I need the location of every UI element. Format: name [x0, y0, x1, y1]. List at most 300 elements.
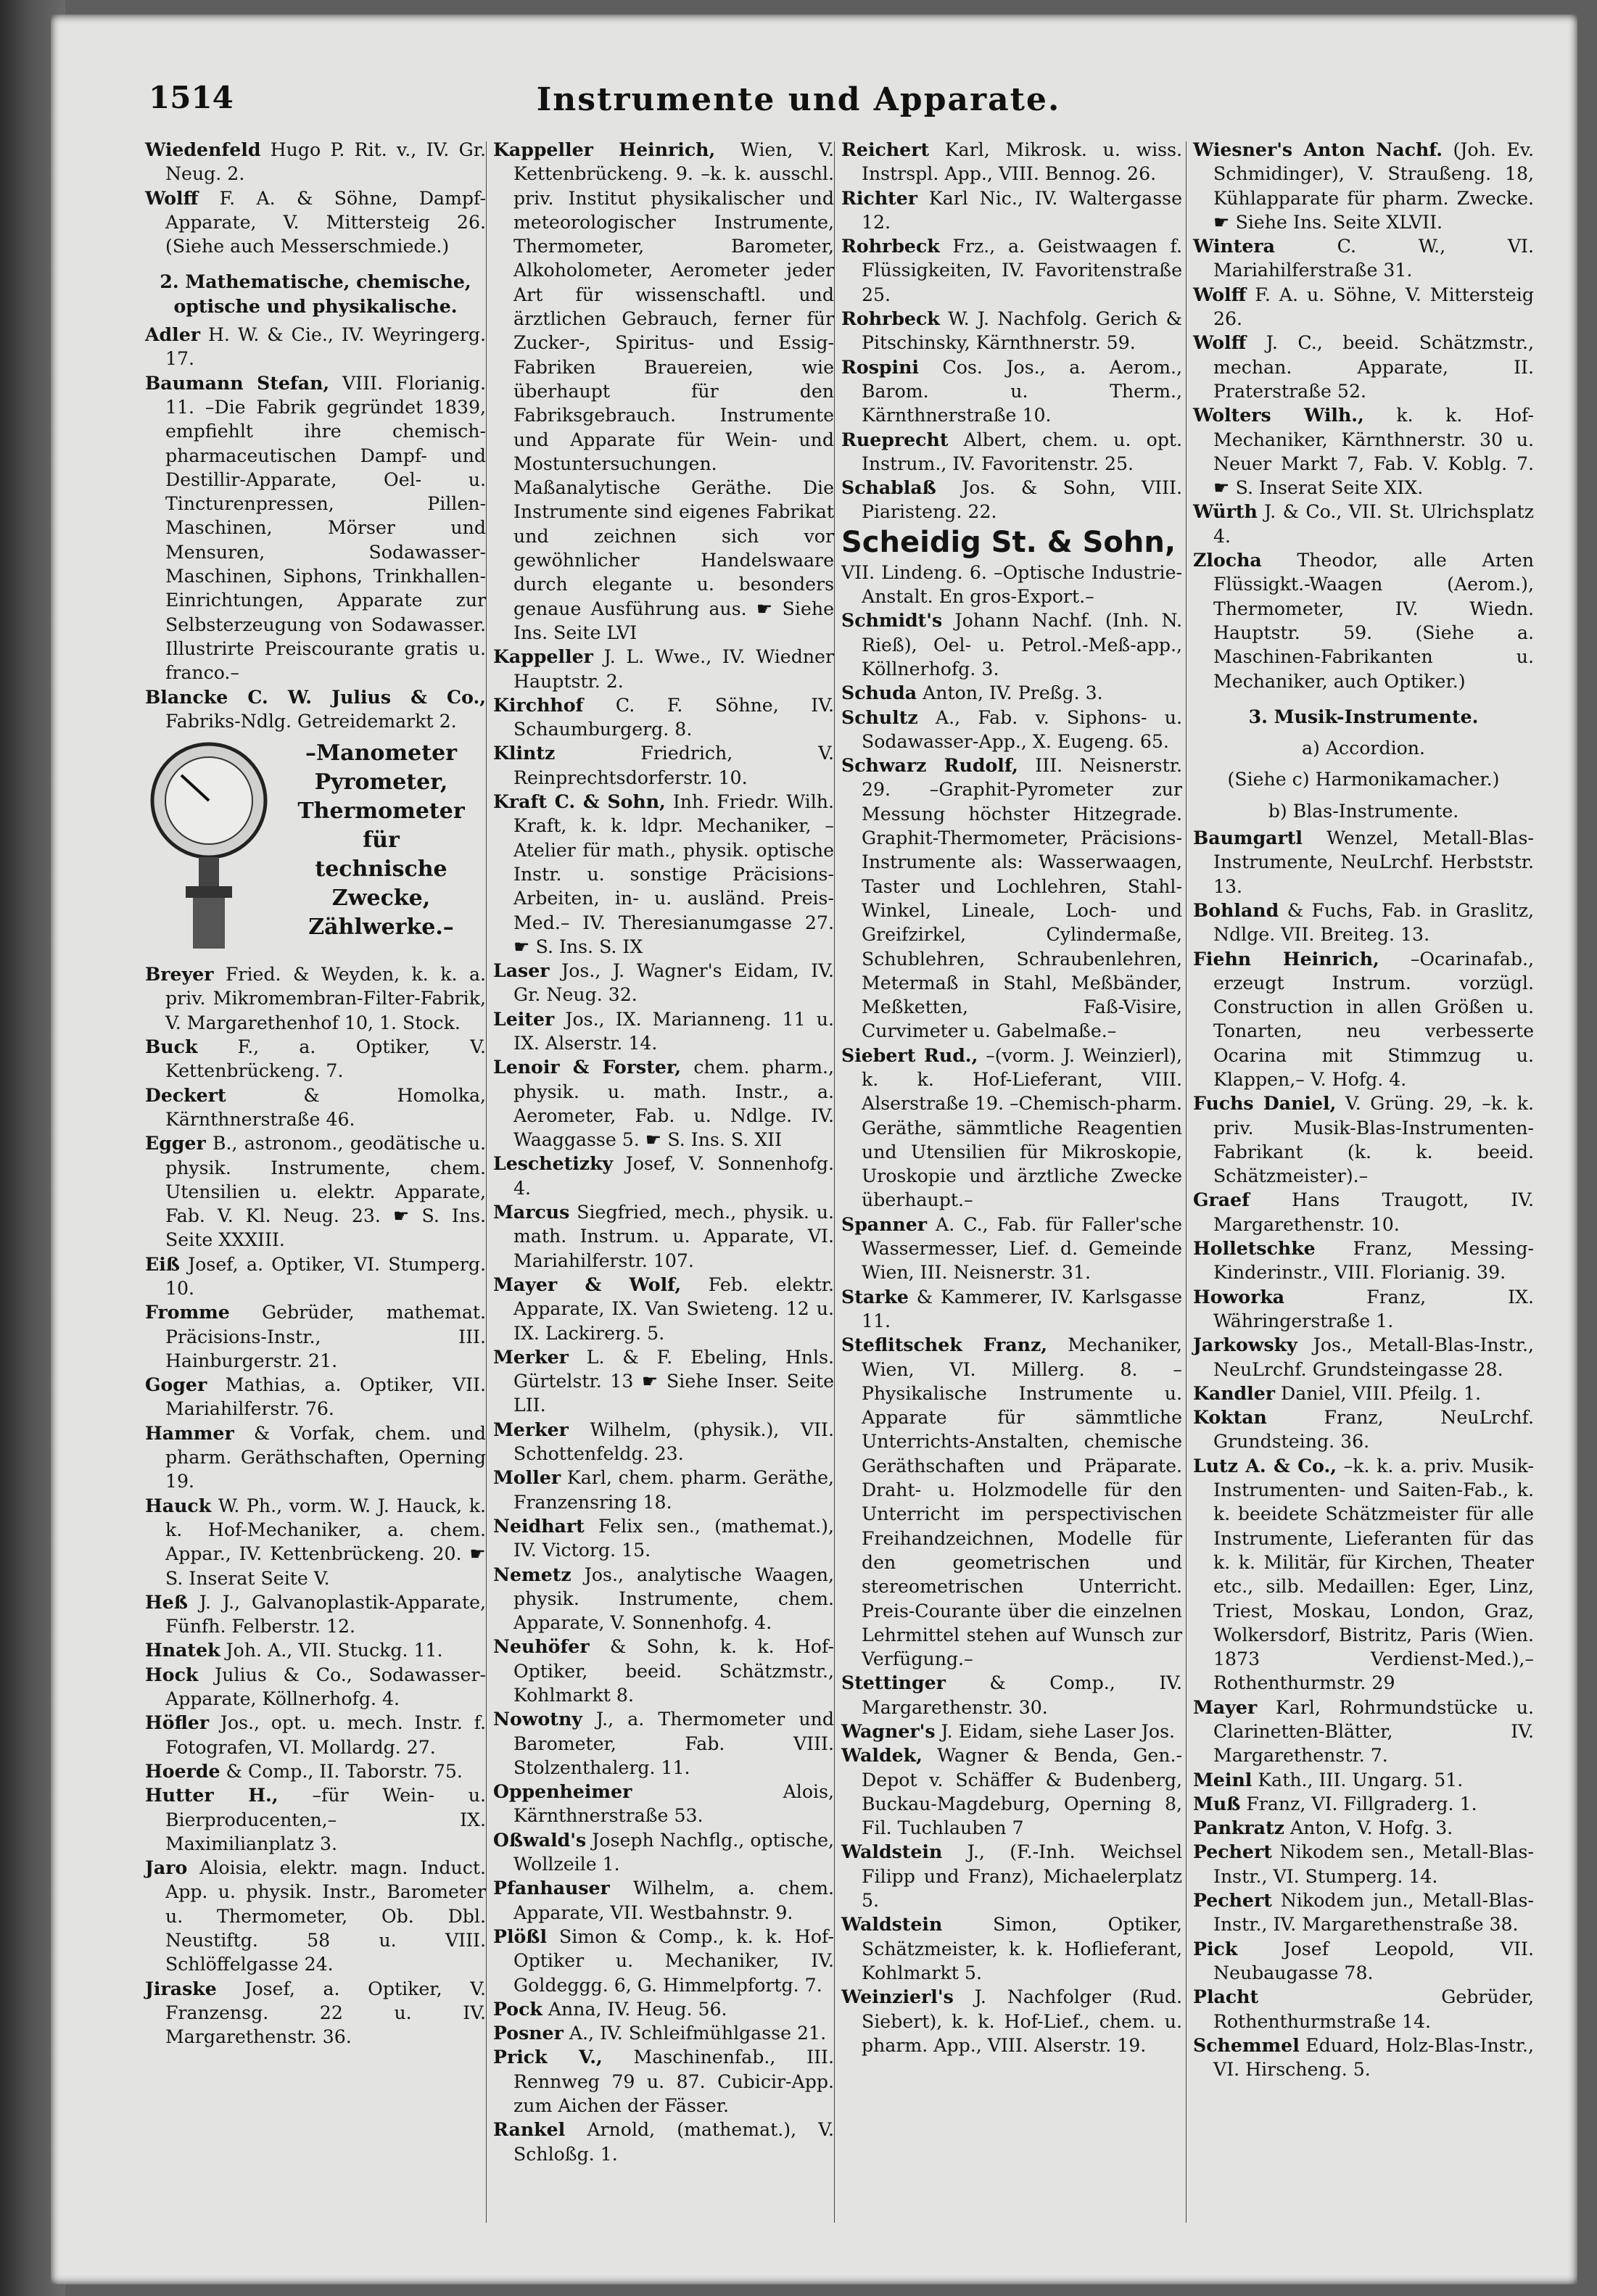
entry-details: A. C., Fab. für Faller'sche Wassermesser, Lief. d. Gemeinde Wien, III. Neisnerstr. 31.	[862, 1213, 1182, 1284]
entry-details: F. A. u. Söhne, V. Mittersteig 26.	[1213, 284, 1534, 330]
entry-details: J. Nachfolger (Rud. Siebert), k. k. Hof-Lief., chem. u. pharm. App., VIII. Alserstr. 19.	[862, 1986, 1182, 2056]
entry-name: Hutter H.,	[145, 1784, 278, 1806]
directory-entry	[841, 1671, 1182, 1719]
manometer-advertisement	[145, 739, 486, 957]
directory-entry	[145, 1759, 486, 1783]
directory-entry	[1193, 1382, 1534, 1405]
entry-name: Pick	[1193, 1937, 1238, 1960]
entry-name: Hoerde	[145, 1759, 220, 1782]
directory-entry	[145, 1711, 486, 1759]
column-2	[493, 138, 834, 2166]
entry-name: Hock	[145, 1663, 199, 1685]
directory-entry	[493, 1200, 834, 1273]
directory-entry	[145, 1083, 486, 1132]
section-heading: 3. Musik-Instrumente.	[1248, 705, 1479, 727]
entry-details: Hugo P. Rit. v., IV. Gr. Neug. 2.	[165, 139, 486, 185]
entry-name: Rospini	[841, 355, 919, 378]
entry-name: Leiter	[493, 1007, 555, 1030]
entry-name: Wiesner's Anton Nachf.	[1193, 139, 1443, 160]
entry-details: Frz., a. Geistwaagen f. Flüssigkeiten, IV. Favoritenstraße 25.	[862, 236, 1182, 305]
entry-details: Wilhelm, a. chem. Apparate, VII. Westbahnstr. 9.	[513, 1878, 834, 1923]
directory-entry	[493, 1007, 834, 1056]
directory-entry	[493, 1345, 834, 1418]
entry-details: VIII. Florianig. 11. –Die Fabrik gegründet 1839, empfiehlt ihre chemisch-pharmaceutischen Dampf- und Destillir-Apparate, Oel- u. Tincturenpressen, Pillen-Maschinen, Mörser und Mensuren, Sodawasser-Maschinen, Siphons, Trinkhallen-Einrichtungen, Apparate zur Selbsterzeugung von Sodawasser. Illustrirte Preiscourante gratis u. franco.–	[165, 372, 486, 684]
entry-details: J. & Co., VII. St. Ulrichsplatz 4.	[1213, 501, 1534, 547]
entry-details: Nikodem jun., Metall-Blas-Instr., IV. Margarethenstraße 38.	[1213, 1890, 1534, 1936]
entry-details: Inh. Friedr. Wilh. Kraft, k. k. ldpr. Mechaniker, –Atelier für math., physik. optische Instr. u. sonstige Präcisions-Arbeiten, in- u. ausländ. Preis-Med.– IV. Theresianumgasse 27. ☛ S. Ins. S. IX	[513, 791, 834, 957]
advertisement-line: Pyrometer,	[314, 769, 448, 796]
column-3	[841, 138, 1182, 2057]
directory-entry	[1193, 1888, 1534, 1937]
entry-name: Wolff	[1193, 331, 1247, 354]
entry-name: Prick V.,	[493, 2046, 603, 2068]
entry-name: Starke	[841, 1285, 909, 1308]
directory-entry	[841, 186, 1182, 235]
entry-details: Nikodem sen., Metall-Blas-Instr., VI. Stumperg. 14.	[1213, 1841, 1534, 1887]
entry-details: –k. k. a. priv. Musik-Instrumenten- und Saiten-Fab., k. k. beeidete Schätzmeister für alle Instrumente, Lieferanten für das k. k. Militär, für Kirchen, Theater etc., silb. Medaillen: Eger, Linz, Triest, Moskau, London, Graz, Wolkersdorf, Bistritz, Paris (Wien. 1873 Verdienst-Med.),– Rothenthurmstr. 29	[1213, 1455, 1534, 1694]
directory-entry	[145, 1252, 486, 1301]
entry-name: Bohland	[1193, 899, 1279, 921]
directory-entry	[1193, 283, 1534, 331]
entry-details: Eduard, Holz-Blas-Instr., VI. Hirscheng. 5.	[1213, 2034, 1534, 2081]
entry-details: & Homolka, Kärnthnerstraße 46.	[165, 1084, 486, 1130]
entry-details: Mechaniker, Wien, VI. Millerg. 8. –Physikalische Instrumente u. Apparate für sämmtliche Unterrichts-Anstalten, chemische Geräthschaften und Präparate. Draht- u. Holzmodelle für den Unterricht im perspectivischen Freihandzeichnen, Modelle für den geometrischen und stereometrischen Unterricht. Preis-Courante über die einzelnen Lehrmittel stehen auf Wunsch zur Verfügung.–	[862, 1334, 1182, 1670]
entry-name: Fromme	[145, 1301, 230, 1323]
entry-name: Neuhöfer	[493, 1635, 590, 1658]
directory-entry	[841, 1743, 1182, 1840]
entry-details: A., IV. Schleifmühlgasse 21.	[563, 2023, 827, 2044]
entry-name: Marcus	[493, 1201, 570, 1223]
entry-details: J., (F.-Inh. Weichsel Filipp und Franz), Michaelerplatz 5.	[862, 1841, 1182, 1912]
entry-details: Jos., Metall-Blas-Instr., NeuLrchf. Grundsteingasse 28.	[1213, 1334, 1534, 1380]
directory-entry	[493, 1563, 834, 1635]
directory-entry	[841, 428, 1182, 476]
entry-details: Franz, IX. Währingerstraße 1.	[1213, 1286, 1534, 1331]
directory-entry	[145, 1977, 486, 2049]
directory-entry	[493, 2045, 834, 2118]
directory-entry	[493, 790, 834, 959]
directory-entry	[841, 1213, 1182, 1285]
entry-details: & Sohn, k. k. Hof-Optiker, beeid. Schätzmstr., Kohlmarkt 8.	[513, 1636, 834, 1706]
entry-details: k. k. Hof-Mechaniker, Kärnthnerstr. 30 u. Neuer Markt 7, Fab. V. Koblg. 7. ☛ S. Inserat Seite XIX.	[1213, 405, 1534, 499]
directory-entry	[841, 1285, 1182, 1334]
entry-name: Schwarz Rudolf,	[841, 754, 1018, 777]
directory-entry	[1193, 234, 1534, 283]
directory-entry	[145, 1300, 486, 1373]
entry-name: Klintz	[493, 742, 556, 764]
directory-entry	[1193, 1792, 1534, 1816]
entry-name: Deckert	[145, 1083, 226, 1106]
display-advertisement-name: Scheidig St. & Sohn,	[841, 525, 1176, 559]
entry-details: J. C., beeid. Schätzmstr., mechan. Apparate, II. Praterstraße 52.	[1213, 332, 1534, 402]
entry-details: Theodor, alle Arten Flüssigkt.-Waagen (Aerom.), Thermometer, IV. Wiedn. Hauptstr. 59. (Siehe a. Maschinen-Fabrikanten u. Mechaniker, auch Optiker.)	[1213, 550, 1534, 692]
entry-name: Fuchs Daniel,	[1193, 1092, 1337, 1115]
directory-entry	[841, 681, 1182, 705]
directory-entry	[145, 371, 486, 685]
page-title: Instrumente und Apparate.	[536, 81, 1061, 118]
entry-name: Kappeller Heinrich,	[493, 139, 716, 160]
entry-details: & Comp., II. Taborstr. 75.	[220, 1760, 463, 1782]
entry-details: Josef Leopold, VII. Neubaugasse 78.	[1213, 1938, 1534, 1983]
entry-name: Heß	[145, 1590, 188, 1613]
entry-name: Nowotny	[493, 1708, 582, 1730]
entry-details: Johann Nachf. (Inh. N. Rieß), Oel- u. Petrol.-Meß-app., Köllnerhofg. 3.	[862, 610, 1182, 680]
subsection-heading: b) Blas-Instrumente.	[1268, 800, 1459, 822]
entry-details: J., a. Thermometer und Barometer, Fab. VIII. Stolzenthalerg. 11.	[513, 1709, 834, 1778]
entry-details: Wenzel, Metall-Blas-Instrumente, NeuLrchf. Herbststr. 13.	[1213, 827, 1534, 897]
directory-entry	[1193, 548, 1534, 693]
section-heading: 2. Mathematische, chemische, optische und physikalische.	[160, 271, 471, 317]
entry-name: Oppenheimer	[493, 1780, 632, 1803]
entry-name: Höfler	[145, 1711, 210, 1734]
entry-name: Blancke C. W. Julius & Co.,	[145, 685, 486, 708]
directory-entry	[1193, 1816, 1534, 1840]
entry-details: Fried. & Weyden, k. k. a. priv. Mikromembran-Filter-Fabrik, V. Margarethenhof 10, 1. Stock.	[165, 964, 486, 1033]
entry-details: Albert, chem. u. opt. Instrum., IV. Favoritenstr. 25.	[862, 429, 1182, 474]
column-divider	[486, 141, 487, 2223]
entry-details: & Vorfak, chem. und pharm. Geräthschaften, Operning 19.	[165, 1422, 486, 1492]
entry-details: Jos., analytische Waagen, physik. Instrumente, chem. Apparate, V. Sonnenhofg. 4.	[513, 1564, 834, 1634]
directory-entry	[1193, 1985, 1534, 2033]
directory-entry	[841, 1985, 1182, 2057]
directory-entry	[841, 561, 1182, 609]
directory-entry	[1193, 403, 1534, 500]
entry-details: Wilhelm, (physik.), VII. Schottenfeldg. 23.	[513, 1419, 834, 1465]
entry-name: Buck	[145, 1036, 198, 1058]
entry-details: Kath., III. Ungarg. 51.	[1252, 1769, 1464, 1791]
directory-entry	[145, 1856, 486, 1976]
entry-name: Steflitschek Franz,	[841, 1334, 1048, 1356]
entry-details: Wagner & Benda, Gen.-Depot v. Schäffer & Budenberg, Buckau-Magdeburg, Operning 8, Fil. Tuchlauben 7	[862, 1745, 1182, 1839]
entry-name: Eiß	[145, 1252, 180, 1275]
entry-name: Muß	[1193, 1792, 1241, 1814]
directory-entry	[1193, 331, 1534, 403]
entry-details: L. & F. Ebeling, Hnls. Gürtelstr. 13 ☛ Siehe Inser. Seite LII.	[513, 1346, 834, 1416]
directory-entry	[493, 1828, 834, 1877]
entry-details: chem. pharm., physik. u. math. Instr., a. Aerometer, Fab. u. Ndlge. IV. Waaggasse 5. ☛ S. Ins. S. XII	[513, 1057, 834, 1151]
entry-name: Jarkowsky	[1193, 1334, 1297, 1356]
directory-entry	[841, 234, 1182, 307]
entry-name: Wintera	[1193, 235, 1275, 257]
entry-details: Simon & Comp., k. k. Hof-Optiker u. Mechaniker, IV. Goldeggg. 6, G. Himmelpfortg. 7.	[513, 1925, 834, 1996]
entry-details: Jos. & Sohn, VIII. Piaristeng. 22.	[862, 477, 1182, 523]
entry-name: Wolters Wilh.,	[1193, 404, 1364, 426]
directory-entry	[1193, 1405, 1534, 1454]
directory-entry	[841, 753, 1182, 1044]
entry-details: Gebrüder, Rothenthurmstraße 14.	[1213, 1986, 1534, 2032]
directory-entry	[493, 1780, 834, 1828]
entry-details: W. J. Nachfolg. Gerich & Pitschinsky, Kärnthnerstr. 59.	[862, 308, 1182, 354]
entry-name: Baumann Stefan,	[145, 371, 330, 394]
entry-details: & Comp., IV. Margarethenstr. 30.	[862, 1672, 1182, 1718]
entry-details: J. L. Wwe., IV. Wiedner Hauptstr. 2.	[513, 646, 834, 692]
entry-details: Alois, Kärnthnerstraße 53.	[513, 1781, 834, 1827]
directory-entry	[493, 1273, 834, 1345]
entry-name: Meinl	[1193, 1768, 1253, 1791]
entry-details: B., astronom., geodätische u. physik. Instrumente, chem. Utensilien u. elektr. Apparate, Fab. V. Kl. Neug. 23. ☛ S. Ins. Seite XXXIII.	[165, 1133, 486, 1251]
entry-name: Pechert	[1193, 1841, 1272, 1863]
entry-details: Anna, IV. Heug. 56.	[542, 1998, 727, 2020]
directory-entry	[1193, 1937, 1534, 1986]
directory-entry	[493, 693, 834, 742]
entry-name: Merker	[493, 1345, 569, 1368]
entry-details: Aloisia, elektr. magn. Induct. App. u. physik. Instr., Barometer u. Thermometer, Ob. Dbl. Neustiftg. 58 u. VIII. Schlöffelgasse 24.	[165, 1857, 486, 1975]
column-divider	[834, 141, 835, 2223]
entry-name: Waldstein	[841, 1841, 943, 1863]
entry-name: Richter	[841, 186, 918, 209]
entry-details: & Kammerer, IV. Karlsgasse 11.	[862, 1286, 1182, 1331]
entry-details: Feb. elektr. Apparate, IX. Van Swieteng. 12 u. IX. Lackirerg. 5.	[513, 1273, 834, 1344]
directory-entry	[1193, 1696, 1534, 1768]
directory-entry	[1193, 1454, 1534, 1696]
directory-entry	[841, 706, 1182, 754]
entry-name: Fiehn Heinrich,	[1193, 947, 1379, 970]
entry-details: Jos., IX. Marianneng. 11 u. IX. Alserstr. 14.	[513, 1008, 834, 1054]
entry-details: Josef, a. Optiker, V. Franzensg. 22 u. IV. Margarethenstr. 36.	[165, 1978, 486, 2048]
entry-name: Goger	[145, 1374, 207, 1396]
entry-name: Rohrbeck	[841, 307, 940, 330]
directory-entry	[145, 138, 486, 186]
entry-name: Rankel	[493, 2118, 566, 2141]
directory-entry	[1193, 2033, 1534, 2082]
entry-details: Hans Traugott, IV. Margarethenstr. 10.	[1213, 1189, 1534, 1235]
column-divider	[1186, 141, 1187, 2223]
entry-details: Franz, Messing-Kinderinstr., VIII. Florianig. 39.	[1213, 1238, 1534, 1284]
advertisement-line: –Manometer	[305, 740, 458, 767]
entry-name: Egger	[145, 1132, 206, 1155]
directory-entry	[1193, 1840, 1534, 1888]
directory-entry	[145, 186, 486, 259]
entry-name: Wagner's	[841, 1720, 936, 1742]
entry-details: F. A. & Söhne, Dampf-Apparate, V. Mittersteig 26. (Siehe auch Messerschmiede.)	[165, 187, 486, 257]
directory-entry	[841, 1333, 1182, 1671]
directory-entry	[145, 1590, 486, 1639]
entry-name: Waldek,	[841, 1744, 923, 1767]
entry-details: Josef, a. Optiker, VI. Stumperg. 10.	[165, 1253, 486, 1299]
entry-details: –für Wein- u. Bierproducenten,– IX. Maximilianplatz 3.	[165, 1785, 487, 1854]
entry-name: Rueprecht	[841, 428, 949, 450]
directory-entry	[493, 741, 834, 790]
directory-entry	[841, 608, 1182, 681]
directory-entry	[493, 959, 834, 1007]
entry-details: Anton, IV. Preßg. 3.	[917, 682, 1103, 704]
directory-entry	[1193, 500, 1534, 548]
entry-details: Gebrüder, mathemat. Präcisions-Instr., III. Hainburgerstr. 21.	[165, 1302, 486, 1371]
directory-entry	[145, 323, 486, 371]
entry-details: & Fuchs, Fab. in Graslitz, Ndlge. VII. Breiteg. 13.	[1213, 899, 1534, 946]
entry-details: Franz, NeuLrchf. Grundsteing. 36.	[1213, 1407, 1534, 1453]
entry-name: Kappeller	[493, 645, 593, 668]
directory-entry	[841, 476, 1182, 524]
directory-entry	[145, 1663, 486, 1711]
directory-entry	[841, 1044, 1183, 1213]
column-1	[145, 138, 486, 2049]
entry-name: Adler	[145, 323, 201, 346]
advertisement-line: Thermometer	[297, 798, 465, 825]
entry-details: Simon, Optiker, Schätzmeister, k. k. Hoflieferant, Kohlmarkt 5.	[862, 1914, 1182, 1983]
entry-name: Pock	[493, 1997, 542, 2020]
entry-name: Hammer	[145, 1421, 234, 1444]
entry-details: Karl, Rohrmundstücke u. Clarinetten-Blätter, IV. Margarethenstr. 7.	[1213, 1696, 1534, 1767]
entry-details: A., Fab. v. Siphons- u. Sodawasser-App., X. Eugeng. 65.	[862, 706, 1182, 752]
entry-name: Schuda	[841, 682, 917, 704]
advertisement-line: Zwecke,	[331, 885, 431, 912]
entry-name: Neidhart	[493, 1514, 585, 1537]
directory-entry	[841, 355, 1182, 428]
directory-entry	[1193, 1188, 1534, 1236]
directory-entry	[493, 1707, 834, 1780]
entry-details: Franz, VI. Fillgraderg. 1.	[1240, 1793, 1477, 1814]
entry-name: Laser	[493, 959, 550, 982]
entry-name: Mayer	[1193, 1696, 1258, 1718]
directory-entry	[493, 1876, 834, 1925]
entry-details: J. J., Galvanoplastik-Apparate, Fünfh. Felberstr. 12.	[165, 1591, 486, 1638]
entry-details: Jos., opt. u. mech. Instr. f. Fotografen, VI. Mollardg. 27.	[165, 1712, 486, 1758]
entry-details: V. Grüng. 29, –k. k. priv. Musik-Blas-Instrumenten-Fabrikant (k. k. beeid. Schätzmeister).–	[1213, 1093, 1534, 1187]
directory-entry	[493, 1997, 834, 2021]
entry-details: Daniel, VIII. Pfeilg. 1.	[1275, 1382, 1481, 1404]
directory-entry	[493, 1418, 834, 1466]
advertisement-line: technische	[315, 856, 447, 883]
entry-name: Kandler	[1193, 1382, 1275, 1404]
directory-entry	[1193, 947, 1534, 1092]
directory-entry	[493, 1152, 834, 1200]
directory-entry	[145, 1494, 486, 1590]
directory-entry	[1193, 1333, 1534, 1382]
entry-name: Weinzierl's	[841, 1986, 954, 2008]
directory-entry	[1193, 1285, 1534, 1334]
entry-name: Jiraske	[145, 1977, 217, 1999]
entry-name: Schmidt's	[841, 609, 943, 632]
entry-name: Koktan	[1193, 1406, 1267, 1429]
entry-name: Pechert	[1193, 1889, 1272, 1912]
advertisement-line: für	[363, 827, 400, 854]
directory-entry	[145, 1783, 487, 1856]
directory-entry	[145, 1035, 486, 1083]
entry-name: Breyer	[145, 963, 214, 986]
entry-name: Graef	[1193, 1189, 1250, 1211]
advertisement-line: Zählwerke.–	[308, 914, 454, 941]
entry-details: C. W., VI. Mariahilferstraße 31.	[1213, 236, 1534, 281]
directory-entry	[493, 1055, 834, 1152]
entry-details: Karl Nic., IV. Waltergasse 12.	[862, 187, 1182, 233]
entry-name: Merker	[493, 1418, 569, 1440]
entry-name: Lutz A. & Co.,	[1193, 1454, 1337, 1477]
entry-name: Reichert	[841, 139, 930, 160]
entry-name: Wiedenfeld	[145, 139, 261, 160]
directory-entry	[1193, 1768, 1534, 1792]
entry-name: Stettinger	[841, 1672, 946, 1694]
entry-name: Kraft C. & Sohn,	[493, 790, 666, 813]
entry-name: Posner	[493, 2022, 564, 2044]
entry-details: Felix sen., (mathemat.), IV. Victorg. 15.	[513, 1515, 834, 1561]
entry-name: Holletschke	[1193, 1237, 1316, 1260]
directory-entry	[145, 1131, 486, 1252]
entry-details: F., a. Optiker, V. Kettenbrückeng. 7.	[165, 1036, 486, 1082]
entry-details: Maschinenfab., III. Rennweg 79 u. 87. Cubicir-App. zum Aichen der Fässer.	[513, 2047, 834, 2117]
directory-entry	[841, 307, 1182, 355]
entry-details: Anton, V. Hofg. 3.	[1284, 1817, 1453, 1839]
entry-details: Friedrich, V. Reinprechtsdorferstr. 10.	[513, 743, 834, 788]
entry-name: Moller	[493, 1466, 561, 1489]
entry-details: Julius & Co., Sodawasser-Apparate, Köllnerhofg. 4.	[165, 1664, 486, 1710]
entry-name: Leschetizky	[493, 1152, 614, 1175]
directory-entry	[493, 1514, 834, 1563]
entry-name: Schablaß	[841, 476, 936, 499]
page-number: 1514	[149, 80, 234, 115]
directory-entry	[1193, 138, 1534, 234]
entry-name: Würth	[1193, 500, 1258, 523]
directory-entry	[493, 1635, 834, 1707]
directory-entry	[145, 1373, 486, 1421]
entry-name: Lenoir & Forster,	[493, 1056, 682, 1078]
entry-details: –Ocarinafab., erzeugt Instrum. vorzügl. Construction in allen Größen u. Tonarten, neu verbesserte Ocarina mit Stimmzug u. Klappen,– V. Hofg. 4.	[1213, 948, 1534, 1090]
entry-details: Joseph Nachflg., optische, Wollzeile 1.	[513, 1829, 834, 1875]
entry-name: Hauck	[145, 1494, 212, 1516]
entry-details: –(vorm. J. Weinzierl), k. k. Hof-Lieferant, VIII. Alserstraße 19. –Chemisch-pharm. Geräthe, sämmtliche Reagentien und Utensilien für Mikroskopie, Uroskopie und ärztliche Zwecke überhaupt.–	[862, 1044, 1183, 1211]
directory-entry	[493, 1466, 834, 1514]
entry-details: Karl, Mikrosk. u. wiss. Instrspl. App., VIII. Bennog. 26.	[862, 139, 1182, 185]
directory-entry	[493, 1925, 834, 1997]
entry-name: Kirchhof	[493, 693, 584, 716]
directory-entry	[1193, 826, 1534, 899]
entry-details: W. Ph., vorm. W. J. Hauck, k. k. Hof-Mechaniker, a. chem. Appar., IV. Kettenbrückeng. 20. ☛ S. Inserat Seite V.	[165, 1495, 486, 1589]
entry-name: Howorka	[1193, 1285, 1285, 1308]
directory-entry	[841, 138, 1182, 186]
entry-name: Nemetz	[493, 1563, 571, 1585]
entry-details: Siegfried, mech., physik. u. math. Instrum. u. Apparate, VI. Mariahilferstr. 107.	[513, 1202, 834, 1271]
entry-name: Siebert Rud.,	[841, 1044, 978, 1066]
entry-name: Pfanhauser	[493, 1877, 610, 1899]
entry-name: Pankratz	[1193, 1817, 1284, 1839]
entry-details: J. Eidam, siehe Laser Jos.	[935, 1721, 1176, 1742]
entry-name: Schultz	[841, 706, 918, 728]
directory-entry	[1193, 1236, 1534, 1285]
directory-entry	[493, 138, 834, 645]
entry-name: Waldstein	[841, 1913, 943, 1936]
entry-name: Spanner	[841, 1213, 928, 1235]
entry-name: Wolff	[1193, 283, 1247, 305]
entry-name: Baumgartl	[1193, 827, 1303, 849]
directory-entry	[1193, 899, 1534, 947]
directory-entry	[841, 1719, 1182, 1743]
directory-entry	[493, 645, 834, 693]
entry-details: Karl, chem. pharm. Geräthe, Franzensring 18.	[513, 1467, 834, 1513]
directory-entry	[145, 1638, 486, 1662]
directory-entry	[841, 1840, 1182, 1912]
subsection-heading: (Siehe c) Harmonikamacher.)	[1227, 769, 1500, 790]
entry-details: Fabriks-Ndlg. Getreidemarkt 2.	[165, 710, 457, 732]
entry-details: VII. Lindeng. 6. –Optische Industrie-Anstalt. En gros-Export.–	[841, 561, 1182, 608]
entry-name: Jaro	[145, 1857, 188, 1879]
entry-name: Placht	[1193, 1986, 1259, 2008]
pressure-gauge-illustration	[145, 739, 272, 957]
entry-name: Oßwald's	[493, 1828, 587, 1851]
directory-entry	[493, 2118, 834, 2166]
directory-entry	[145, 962, 486, 1035]
directory-entry	[145, 1421, 486, 1494]
subsection-heading: a) Accordion.	[1301, 738, 1426, 759]
entry-details: III. Neisnerstr. 29. –Graphit-Pyrometer zur Messung höchster Hitzegrade. Graphit-Thermometer, Präcisions-Instrumente als: Wasserwaagen, Taster und Lochlehren, Stahl-Winkel, Lineale, Loch- und Greifzirkel, Cylindermaße, Schublehren, Schraubenlehren, Metermaß in Stahl, Meßbänder, Meßketten, Faß-Visire, Curvimeter u. Gabelmaße.–	[862, 755, 1182, 1042]
column-4	[1193, 138, 1534, 2081]
entry-name: Schemmel	[1193, 2033, 1300, 2056]
entry-details: Mathias, a. Optiker, VII. Mariahilferstr. 76.	[165, 1374, 486, 1420]
entry-details: Wien, V. Kettenbrückeng. 9. –k. k. ausschl. priv. Institut physikalischer und meteorologischer Instrumente, Thermometer, Barometer, Alkoholometer, Aerometer jeder Art für wissenschaftl. und ärztlichen Gebrauch, ferner für Zucker-, Spiritus- und Essig-Fabriken Brauereien, wie überhaupt für den Fabriksgebrauch. Instrumente und Apparate für Wein- und Mostuntersuchungen. Maßanalytische Geräthe. Die Instrumente sind eigenes Fabrikat und zeichnen sich vor gewöhnlicher Handelswaare durch elegante u. besonders genaue Ausführung aus. ☛ Siehe Ins. Seite LVI	[513, 139, 834, 643]
directory-entry	[493, 2021, 834, 2045]
directory-entry	[145, 685, 486, 734]
entry-name: Zlocha	[1193, 549, 1262, 571]
entry-details: Jos., J. Wagner's Eidam, IV. Gr. Neug. 32.	[513, 960, 834, 1006]
